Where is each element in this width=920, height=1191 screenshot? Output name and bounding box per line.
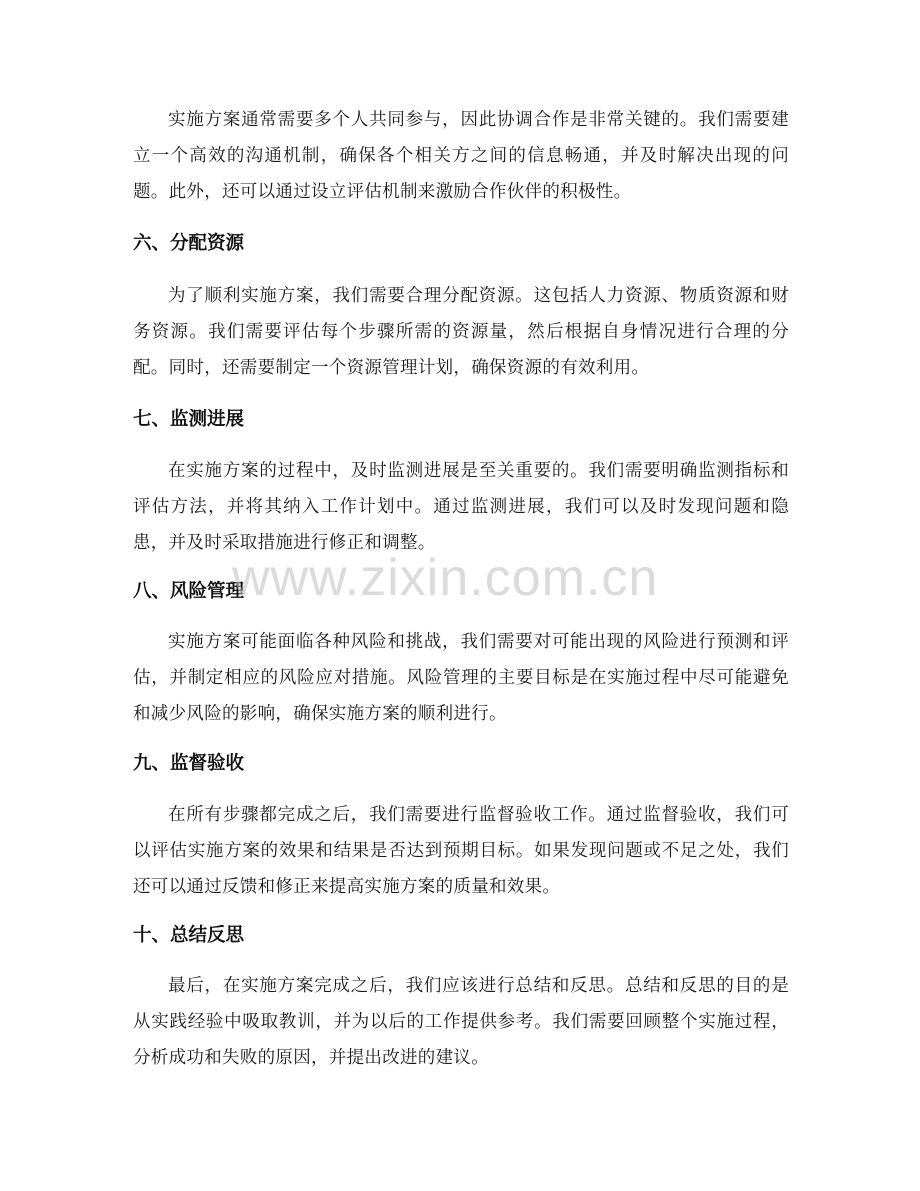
section-heading: 六、分配资源: [133, 233, 245, 254]
section-paragraph: 在所有步骤都完成之后，我们需要进行监督验收工作。通过监督验收，我们可以评估实施方案的效果和结果是否达到预期目标。如果发现问题或不足之处，我们还可以通过反馈和修正来提高实施方案的质量和效果。: [133, 805, 789, 897]
section-paragraph: 在实施方案的过程中，及时监测进展是至关重要的。我们需要明确监测指标和评估方法，并将其纳入工作计划中。通过监测进展，我们可以及时发现问题和隐患，并及时采取措施进行修正和调整。: [133, 461, 789, 553]
section-paragraph: 为了顺利实施方案，我们需要合理分配资源。这包括人力资源、物质资源和财务资源。我们需要评估每个步骤所需的资源量，然后根据自身情况进行合理的分配。同时，还需要制定一个资源管理计划，确保资源的有效利用。: [133, 286, 789, 378]
section-paragraph: 最后，在实施方案完成之后，我们应该进行总结和反思。总结和反思的目的是从实践经验中吸取教训，并为以后的工作提供参考。我们需要回顾整个实施过程，分析成功和失败的原因，并提出改进的建议。: [133, 976, 789, 1068]
intro-paragraph: 实施方案通常需要多个人共同参与，因此协调合作是非常关键的。我们需要建立一个高效的沟通机制，确保各个相关方之间的信息畅通，并及时解决出现的问题。此外，还可以通过设立评估机制来激励合作伙伴的积极性。: [133, 110, 789, 202]
watermark: www.zixin.com.cn: [232, 549, 659, 607]
section-heading: 七、监测进展: [133, 409, 245, 430]
section-heading: 十、总结反思: [133, 925, 245, 946]
section-paragraph: 实施方案可能面临各种风险和挑战，我们需要对可能出现的风险进行预测和评估，并制定相应的风险应对措施。风险管理的主要目标是在实施过程中尽可能避免和减少风险的影响，确保实施方案的顺利进行。: [133, 632, 789, 724]
section-heading: 八、风险管理: [133, 581, 245, 602]
section-heading: 九、监督验收: [133, 753, 245, 774]
